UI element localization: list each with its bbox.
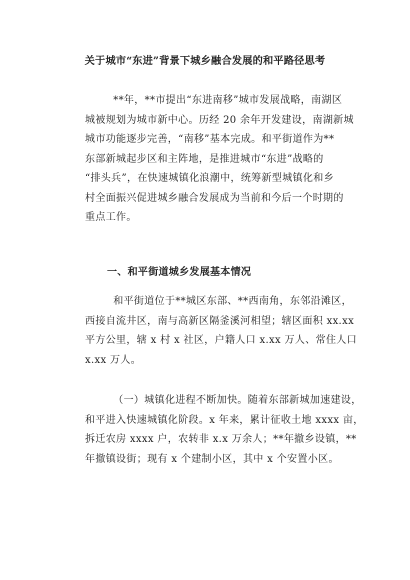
text-line: 村全面振兴促进城乡融合发展成为当前和今后一个时期的 bbox=[85, 192, 344, 204]
text-line: 和平街道位于**城区东部、**西南角，东邻沿滩区， bbox=[85, 296, 352, 307]
location-paragraph bbox=[85, 292, 357, 370]
urbanization-paragraph bbox=[85, 391, 364, 469]
text-line: 年撤镇设街；现有 x 个建制小区，其中 x 个安置小区。 bbox=[85, 453, 339, 465]
text-line: 重点工作。 bbox=[85, 212, 137, 223]
text-line: 平方公里，辖 x 村 x 社区，户籍人口 x.xx 万人、常住人口 bbox=[85, 335, 357, 346]
text-line: （一）城镇化进程不断加快。随着东部新城加速建设， bbox=[85, 395, 362, 406]
document-title: 关于城市“东进”背景下城乡融合发展的和平路径思考 bbox=[84, 55, 326, 67]
text-line: 拆迁农房 xxxx 户，农转非 x.x 万余人；**年撤乡设镇，** bbox=[85, 434, 357, 445]
section-heading: 一、和平街道城乡发展基本情况 bbox=[107, 267, 252, 278]
text-line: 城市功能逐步完善，“南移”基本完成。和平街道作为** bbox=[85, 134, 335, 145]
text-line: 西接自流井区，南与高新区隔釜溪河相望；辖区面积 xx.xx bbox=[85, 315, 355, 327]
text-line: “排头兵”，在快速城镇化浪潮中，统筹新型城镇化和乡 bbox=[85, 173, 334, 184]
text-line: 和平进入快速城镇化阶段。x 年来，累计征收土地 xxxx 亩， bbox=[85, 414, 364, 426]
intro-paragraph bbox=[85, 91, 354, 228]
text-line: x.xx 万人。 bbox=[85, 354, 142, 366]
text-line: 东部新城起步区和主阵地，是推进城市“东进”战略的 bbox=[85, 153, 324, 165]
text-line: **年，**市提出“东进南移”城市发展战略，南湖区 bbox=[85, 95, 343, 106]
text-line: 城被规划为城市新中心。历经 20 余年开发建设，南湖新城 bbox=[85, 114, 354, 126]
